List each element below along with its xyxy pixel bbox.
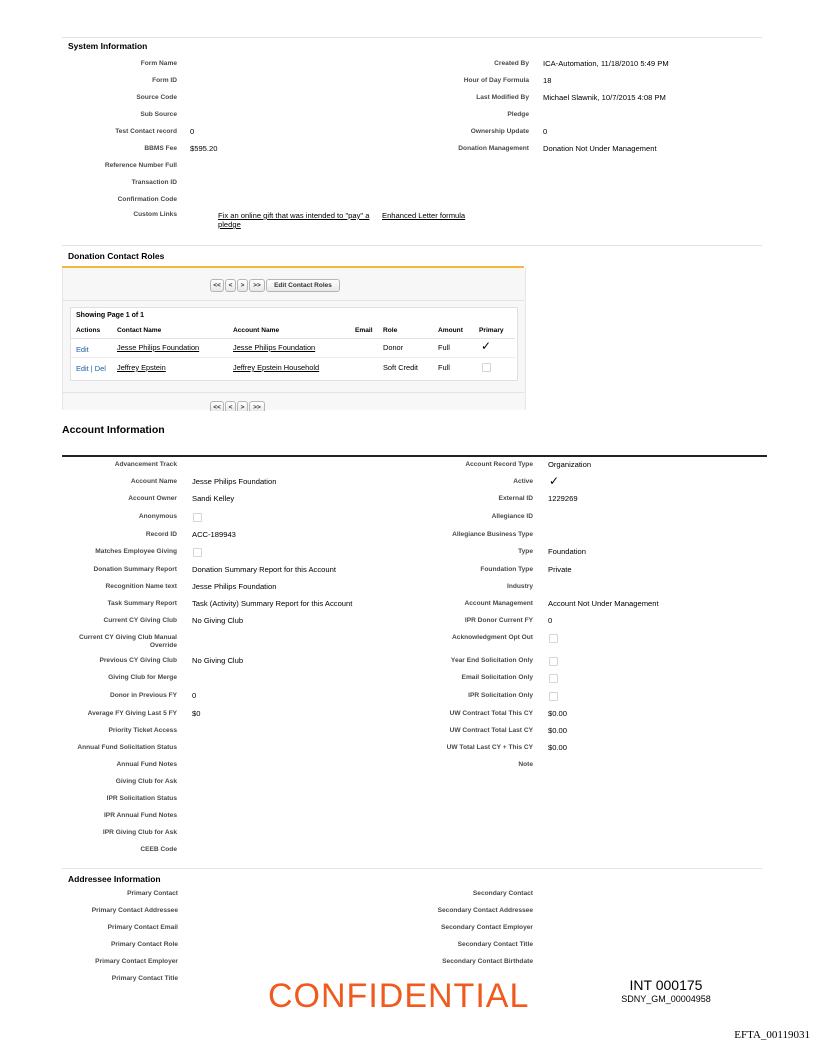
- field-value-type: Foundation: [548, 547, 586, 556]
- field-label-last-modified-by: Last Modified By: [476, 94, 529, 101]
- checkbox-email-solicitation-only: [549, 674, 558, 683]
- field-label-source-code: Source Code: [136, 94, 177, 101]
- col-header-account-name: Account Name: [233, 327, 280, 334]
- field-label-industry: Industry: [506, 583, 533, 590]
- field-value-account-management: Account Not Under Management: [548, 599, 659, 608]
- field-value-created-by: ICA-Automation, 11/18/2010 5:49 PM: [543, 59, 669, 68]
- field-label-text: Account Owner: [128, 495, 177, 502]
- field-label-secondary-contact-employer: Secondary Contact Employer: [441, 924, 533, 931]
- amount-cell: Full: [438, 363, 450, 372]
- field-label-task-summary-report: [107, 600, 177, 608]
- addressee-info-title: Addressee Information: [68, 874, 161, 884]
- col-header-amount: Amount: [438, 327, 463, 334]
- field-label-form-name: Form Name: [140, 60, 177, 67]
- field-label-email-solicitation-only: Email Solicitation Only: [461, 674, 533, 681]
- roles-divider: [62, 392, 524, 393]
- field-label-uw-contract-total-last-cy: UW Contract Total Last CY: [449, 727, 533, 734]
- field-label-secondary-contact-birthdate: Secondary Contact Birthdate: [442, 958, 533, 965]
- field-label-text: Annual Fund Notes: [116, 761, 177, 768]
- int-number: INT 000175: [629, 977, 703, 993]
- system-info-title: System Information: [68, 41, 148, 51]
- last-page-button[interactable]: >>: [249, 279, 265, 292]
- field-label-text: Record ID: [145, 531, 177, 538]
- field-value-average-fy-giving-last-5-fy: $0: [192, 709, 201, 718]
- field-label-text: IPR Solicitation Status: [106, 795, 177, 802]
- field-label-ipr-giving-club-for-ask: [103, 829, 177, 837]
- field-label-text: Average FY Giving Last 5 FY: [87, 710, 177, 717]
- row-edit-link[interactable]: Edit: [76, 345, 89, 354]
- field-label-text: Account Name: [130, 478, 177, 485]
- donation-contact-roles-title: Donation Contact Roles: [68, 251, 165, 261]
- field-label-ceeb-code: [140, 846, 177, 854]
- field-label-annual-fund-solicitation-status: [77, 744, 177, 752]
- field-label-text: Annual Fund Solicitation Status: [77, 744, 177, 751]
- primary-checkmark-icon: ✓: [481, 339, 492, 353]
- field-label-text: Current CY Giving Club Manual: [78, 634, 177, 641]
- field-label-text: Giving Club for Merge: [108, 674, 177, 681]
- field-label-secondary-contact-addressee: Secondary Contact Addressee: [437, 907, 533, 914]
- field-value-bbms-fee: $595.20: [190, 144, 218, 153]
- field-value-record-id: ACC-189943: [192, 530, 236, 539]
- field-value-ipr-donor-current-fy: 0: [548, 616, 553, 625]
- first-page-button[interactable]: <<: [210, 401, 224, 411]
- field-label-text: Donation Summary Report: [93, 566, 177, 573]
- field-label-text: CEEB Code: [140, 846, 177, 853]
- primary-checkbox: [482, 363, 491, 372]
- field-label-text: Anonymous: [138, 513, 177, 520]
- field-label-text: Giving Club for Ask: [115, 778, 177, 785]
- field-label-created-by: Created By: [494, 60, 529, 67]
- field-value-last-modified-by: Michael Slawnik, 10/7/2015 4:08 PM: [543, 93, 666, 102]
- field-value-previous-cy-giving-club: No Giving Club: [192, 656, 244, 665]
- checkbox-anonymous: [193, 513, 202, 522]
- field-label-transaction-id: Transaction ID: [131, 179, 177, 186]
- field-value-uw-contract-total-last-cy: $0.00: [548, 726, 568, 735]
- field-label-text: Priority Ticket Access: [108, 727, 177, 734]
- field-label-annual-fund-notes: [117, 761, 177, 769]
- field-label-current-cy-giving-club-manual: [79, 634, 177, 650]
- field-label-primary-contact-employer: Primary Contact Employer: [95, 958, 178, 965]
- field-label-giving-club-for-merge: [108, 674, 177, 682]
- field-label-donation-summary-report: [93, 566, 177, 574]
- field-label-text: Override: [149, 642, 177, 649]
- field-label-hour-of-day-formula: Hour of Day Formula: [463, 77, 529, 84]
- next-page-button[interactable]: >: [237, 401, 248, 411]
- table-header-divider: [71, 338, 515, 339]
- field-label-text: Current CY Giving Club: [103, 617, 177, 624]
- field-label-previous-cy-giving-club: [99, 657, 177, 665]
- account-name-link[interactable]: Jesse Philips Foundation: [233, 343, 316, 352]
- field-label-advancement-track: [115, 461, 177, 469]
- field-label-acknowledgment-opt-out: Acknowledgment Opt Out: [452, 634, 533, 641]
- prev-page-button[interactable]: <: [225, 279, 236, 292]
- field-label-primary-contact-role: Primary Contact Role: [110, 941, 178, 948]
- field-label-primary-contact: Primary Contact: [127, 890, 178, 897]
- prev-page-button[interactable]: <: [225, 401, 236, 411]
- field-label-active: Active: [513, 478, 533, 485]
- field-label-primary-contact-title: Primary Contact Title: [111, 975, 178, 982]
- role-cell: Donor: [383, 343, 404, 352]
- field-value-hour-of-day-formula: 18: [543, 76, 552, 85]
- roles-divider: [62, 300, 524, 301]
- field-value-recognition-name-text: Jesse Philips Foundation: [192, 582, 277, 591]
- field-value-uw-contract-total-this-cy: $0.00: [548, 709, 568, 718]
- field-label-donor-in-previous-fy: [110, 692, 177, 700]
- col-header-primary: Primary: [479, 327, 504, 334]
- field-label-secondary-contact-title: Secondary Contact Title: [457, 941, 533, 948]
- field-label-text: Matches Employee Giving: [95, 548, 177, 555]
- field-label-recognition-name-text: [106, 583, 177, 591]
- checkbox-year-end-solicitation-only: [549, 657, 558, 666]
- field-value-current-cy-giving-club: No Giving Club: [192, 616, 244, 625]
- confidential-stamp: CONFIDENTIAL: [268, 977, 530, 1015]
- field-label-uw-total-last-cy-this-cy: UW Total Last CY + This CY: [446, 744, 533, 751]
- field-value-donation-management: Donation Not Under Management: [543, 144, 657, 153]
- col-header-role: Role: [383, 327, 398, 334]
- field-label-type: Type: [518, 548, 533, 555]
- field-label-allegiance-business-type: Allegiance Business Type: [452, 531, 533, 538]
- account-info-divider: [62, 455, 767, 457]
- field-label-text: Task Summary Report: [107, 600, 177, 607]
- col-header-contact-name: Contact Name: [117, 327, 162, 334]
- col-header-actions: Actions: [76, 327, 101, 334]
- field-label-uw-contract-total-this-cy: UW Contract Total This CY: [449, 710, 533, 717]
- field-label-donation-management: Donation Management: [458, 145, 529, 152]
- field-label-text: Recognition Name text: [105, 583, 177, 590]
- custom-link-enhanced-letter[interactable]: Enhanced Letter formula: [382, 211, 466, 220]
- field-label-note: Note: [518, 761, 533, 768]
- first-page-button[interactable]: <<: [210, 279, 224, 292]
- field-label-pledge: Pledge: [507, 111, 529, 118]
- field-value-account-name: Jesse Philips Foundation: [192, 477, 277, 486]
- field-label-ipr-annual-fund-notes: [104, 812, 177, 820]
- field-value-foundation-type: Private: [548, 565, 572, 574]
- field-label-ownership-update: Ownership Update: [470, 128, 529, 135]
- checkbox-matches-employee-giving: [193, 548, 202, 557]
- field-label-record-id: [146, 531, 177, 539]
- field-label-text: Advancement Track: [114, 461, 177, 468]
- account-name-link[interactable]: Jeffrey Epstein Household: [233, 363, 320, 372]
- field-label-account-owner: [128, 495, 177, 503]
- field-value-external-id: 1229269: [548, 494, 578, 503]
- field-value-donation-summary-report: Donation Summary Report for this Account: [192, 565, 336, 574]
- field-label-account-management: Account Management: [464, 600, 533, 607]
- field-value-account-owner: Sandi Kelley: [192, 494, 235, 503]
- field-label-reference-number-full: Reference Number Full: [104, 162, 177, 169]
- field-label-text: Donor in Previous FY: [109, 692, 177, 699]
- amount-cell: Full: [438, 343, 450, 352]
- field-label-ipr-solicitation-only: IPR Solicitation Only: [468, 692, 533, 699]
- field-value-test-contact-record: 0: [190, 127, 195, 136]
- field-label-giving-club-for-ask: [116, 778, 177, 786]
- field-label-ipr-donor-current-fy: IPR Donor Current FY: [464, 617, 533, 624]
- field-label-account-name: [131, 478, 177, 486]
- last-page-button[interactable]: >>: [249, 401, 265, 411]
- field-label-current-cy-giving-club: [103, 617, 177, 625]
- field-value-ownership-update: 0: [543, 127, 548, 136]
- edit-contact-roles-button[interactable]: Edit Contact Roles: [266, 279, 340, 292]
- table-row-divider: [71, 357, 515, 358]
- field-label-test-contact-record: Test Contact record: [115, 128, 177, 135]
- contact-name-link[interactable]: Jeffrey Epstein: [117, 363, 166, 372]
- field-label-external-id: External ID: [498, 495, 533, 502]
- showing-page-label: Showing Page 1 of 1: [76, 312, 145, 319]
- sdny-number: SDNY_GM_00004958: [621, 994, 711, 1004]
- field-label-primary-contact-addressee: Primary Contact Addressee: [91, 907, 178, 914]
- custom-link-fix-online-gift[interactable]: [218, 211, 369, 229]
- section-divider: [62, 868, 762, 869]
- field-label-custom-links: Custom Links: [133, 211, 177, 218]
- field-label-form-id: Form ID: [152, 77, 177, 84]
- field-value-uw-total-last-cy-this-cy: $0.00: [548, 743, 568, 752]
- field-label-ipr-solicitation-status: [107, 795, 177, 803]
- active-checkmark-icon: ✓: [549, 474, 560, 488]
- field-label-text: Previous CY Giving Club: [99, 657, 177, 664]
- role-cell: Soft Credit: [383, 363, 418, 372]
- field-label-text: IPR Annual Fund Notes: [103, 812, 177, 819]
- efta-number: EFTA_00119031: [734, 1029, 810, 1041]
- section-divider: [62, 245, 762, 246]
- field-label-allegiance-id: Allegiance ID: [491, 513, 533, 520]
- contact-name-link[interactable]: Jesse Philips Foundation: [117, 343, 200, 352]
- field-label-confirmation-code: Confirmation Code: [117, 196, 177, 203]
- col-header-email: Email: [355, 327, 373, 334]
- field-label-bbms-fee: BBMS Fee: [144, 145, 177, 152]
- checkbox-acknowledgment-opt-out: [549, 634, 558, 643]
- section-divider: [62, 37, 762, 38]
- field-label-sub-source: Sub Source: [140, 111, 177, 118]
- custom-link-fix-online-gift-line2[interactable]: pledge: [218, 220, 241, 229]
- field-label-average-fy-giving-last-5-fy: [88, 710, 177, 718]
- field-label-account-record-type: Account Record Type: [465, 461, 533, 468]
- field-label-secondary-contact: Secondary Contact: [472, 890, 533, 897]
- field-label-text: IPR Giving Club for Ask: [102, 829, 177, 836]
- field-value-task-summary-report: Task (Activity) Summary Report for this Account: [192, 599, 353, 608]
- field-label-priority-ticket-access: [108, 727, 177, 735]
- field-value-donor-in-previous-fy: 0: [192, 691, 197, 700]
- field-label-matches-employee-giving: [95, 548, 177, 556]
- field-value-account-record-type: Organization: [548, 460, 592, 469]
- row-edit-del-links[interactable]: Edit | Del: [76, 364, 106, 373]
- field-label-foundation-type: Foundation Type: [480, 566, 533, 573]
- account-info-title: Account Information: [62, 424, 165, 436]
- custom-link-fix-online-gift-line1[interactable]: Fix an online gift that was intended to "pay" a: [218, 211, 370, 220]
- field-label-anonymous: [139, 513, 177, 521]
- next-page-button[interactable]: >: [237, 279, 248, 292]
- checkbox-ipr-solicitation-only: [549, 692, 558, 701]
- field-label-primary-contact-email: Primary Contact Email: [107, 924, 178, 931]
- field-label-year-end-solicitation-only: Year End Solicitation Only: [450, 657, 533, 664]
